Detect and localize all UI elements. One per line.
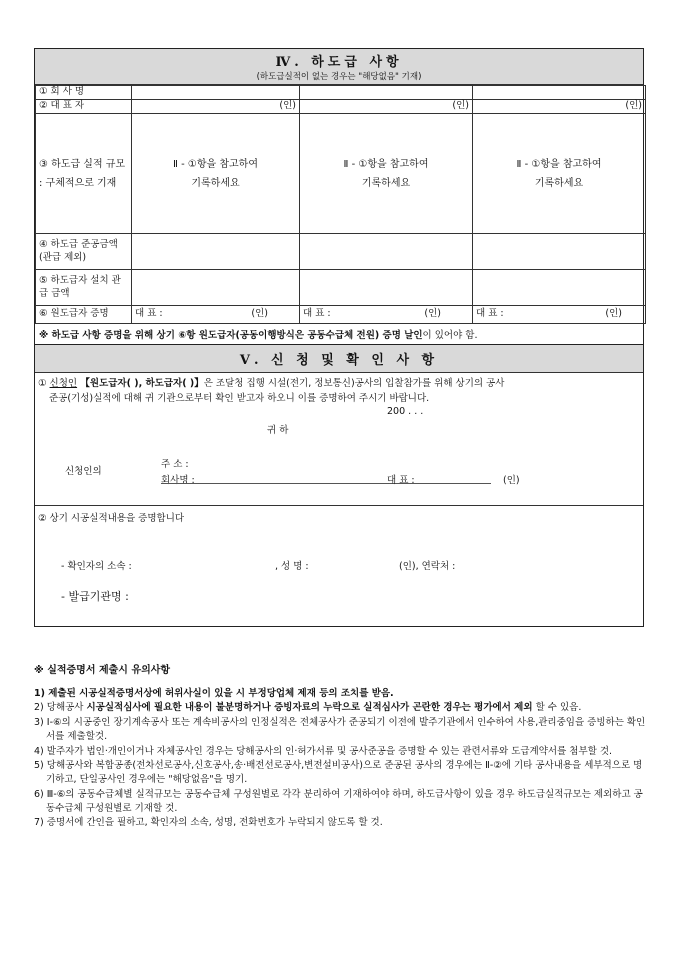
note-2-pre: 2) 당해공사 xyxy=(34,702,87,714)
completion-cell-1[interactable] xyxy=(132,234,300,270)
cert-note-post: 이 있어야 함. xyxy=(422,330,478,341)
applicant-underlined: 신청인 xyxy=(49,378,78,389)
cert-rep-3: 대 표 : xyxy=(476,308,504,320)
scale-guide-2[interactable] xyxy=(300,114,473,234)
note-1 xyxy=(34,687,646,701)
cert-seal-2: (인) xyxy=(424,308,441,320)
section4-header xyxy=(35,49,643,85)
applicant-label: 신청인의 xyxy=(65,466,102,477)
confirmation-statement: ② 상기 시공실적내용을 증명합니다 xyxy=(38,513,185,524)
cert-rep-2: 대 표 : xyxy=(303,308,331,320)
cert-cell-1[interactable] xyxy=(132,306,300,324)
note-4: 4) 발주자가 법인·개인이거나 자체공사인 경우는 당해공사의 인·허가서류 및 공사준공을 증명할 수 있는 관련서류와 도급계약서를 첨부할 것. xyxy=(34,745,613,757)
rep-label: ② 대 표 자 xyxy=(36,100,132,114)
supply-cell-2[interactable] xyxy=(300,270,473,306)
company-label: ① 회 사 명 xyxy=(36,86,132,100)
note-2 xyxy=(34,701,646,715)
application-line1 xyxy=(38,375,504,389)
issuer-name[interactable]: - 발급기관명 : xyxy=(61,590,129,603)
notes-heading: ※ 실적증명서 제출시 유의사항 xyxy=(34,665,171,676)
completion-label: ④ 하도급 준공금액 (관급 제외) xyxy=(36,234,132,270)
scale-guide-3-line1: Ⅱ - ①항을 참고하여 xyxy=(516,158,602,170)
confirmer-contact[interactable]: (인), 연락처 : xyxy=(399,561,456,572)
section5-header xyxy=(35,345,643,373)
note-7: 7) 증명서에 간인을 필하고, 확인자의 소속, 성명, 전화번호가 누락되지 않도록 할 것. xyxy=(34,817,383,829)
application-num: ① xyxy=(38,378,50,389)
completion-row xyxy=(36,234,646,270)
scale-guide-3[interactable] xyxy=(473,114,646,234)
supply-label: ⑤ 하도급자 설치 관급 금액 xyxy=(36,270,132,306)
scale-guide-1-line2: 기록하세요 xyxy=(191,177,240,189)
scale-guide-2-line2: 기록하세요 xyxy=(361,177,411,189)
note-2-post: 할 수 있음. xyxy=(532,702,582,714)
scale-row xyxy=(36,114,646,234)
cert-note-pre: ※ 하도급 사항 증명을 위해 xyxy=(39,330,157,341)
addressee: 귀 하 xyxy=(267,425,289,436)
subcontract-table xyxy=(35,85,646,324)
submission-notes xyxy=(34,664,646,831)
cert-cell-3[interactable] xyxy=(473,306,646,324)
confirmation-block xyxy=(35,506,643,626)
company-cell-3[interactable] xyxy=(473,86,646,100)
application-line2: 준공(기성)실적에 대해 귀 기관으로부터 확인 받고자 하오니 이를 증명하여 주시기 바랍니다. xyxy=(49,393,430,404)
application-text: 은 조달청 집행 시설(전기, 정보통신)공사의 입찰참가를 위해 상기의 공사 xyxy=(203,378,505,389)
supply-row xyxy=(36,270,646,306)
cert-seal-1: (인) xyxy=(251,308,268,320)
cert-note xyxy=(35,324,643,345)
note-3: 3) Ⅰ-⑥의 시공중인 장기계속공사 또는 계속비공사의 인정실적은 전체공사가 준공되기 이전에 발주기관에서 인수하여 사용,관리중임을 증빙하는 확인서를 제출할것. xyxy=(34,717,646,742)
cert-label: ⑥ 원도급자 증명 xyxy=(36,306,132,324)
applicant-type: 【원도급자( ), 하도급자( )】 xyxy=(77,378,204,389)
completion-cell-2[interactable] xyxy=(300,234,473,270)
scale-guide-2-line1: Ⅱ - ①항을 참고하여 xyxy=(343,158,429,170)
cert-rep-1: 대 표 : xyxy=(135,308,163,320)
scale-label: ③ 하도급 실적 규모 : 구체적으로 기재 xyxy=(36,114,132,234)
section4-title: Ⅳ. 하도급 사항 xyxy=(275,55,403,70)
note-5: 5) 당해공사와 복합공종(전차선로공사,신호공사,송·배전선로공사,변전설비공사)으로 준공된 공사의 경우에는 Ⅱ-②에 기타 공사내용을 세부적으로 명기하고, 단일공사인 경우에는 "해당없음"을 명기. xyxy=(34,760,643,786)
confirmer-name[interactable]: , 성 명 : xyxy=(275,561,309,572)
rep-row xyxy=(36,100,646,114)
form-frame xyxy=(34,48,644,627)
scale-guide-3-line2: 기록하세요 xyxy=(534,177,584,189)
cert-note-bold: 상기 ⑥항 원도급자(공동이행방식은 공동수급체 전원) 증명 날인 xyxy=(156,330,423,341)
applicant-rep-label: 대 표 : xyxy=(387,475,415,486)
rep-seal-3[interactable]: (인) xyxy=(473,100,646,114)
cert-cell-2[interactable] xyxy=(300,306,473,324)
supply-cell-1[interactable] xyxy=(132,270,300,306)
completion-cell-3[interactable] xyxy=(473,234,646,270)
applicant-seal[interactable]: (인) xyxy=(503,475,520,486)
note-6: 6) Ⅲ-⑥의 공동수급체별 실적규모는 공동수급체 구성원별로 각각 분리하여 기재하여야 하며, 하도급사항이 있을 경우 하도급실적규모는 제외하고 공동수급체 구성원별로 기재할 것. xyxy=(34,788,643,814)
rep-seal-1[interactable]: (인) xyxy=(132,100,300,114)
applicant-company-label: 회사명 : xyxy=(161,475,195,486)
supply-cell-3[interactable] xyxy=(473,270,646,306)
company-row xyxy=(36,86,646,100)
note-1-text: 1) 제출된 시공실적증명서상에 허위사실이 있을 시 부정당업체 제재 등의 조치를 받음. xyxy=(34,687,394,699)
cert-row xyxy=(36,306,646,324)
note-2-bold: 시공실적심사에 필요한 내용이 불분명하거나 증빙자료의 누락으로 실적심사가 곤란한 경우는 평가에서 제외 xyxy=(86,702,533,714)
company-cell-2[interactable] xyxy=(300,86,473,100)
applicant-address-label: 주 소 : xyxy=(161,459,189,470)
confirmer-affiliation[interactable]: - 확인자의 소속 : xyxy=(61,561,132,572)
scale-guide-1-line1: Ⅱ - ①항을 참고하여 xyxy=(173,158,258,170)
scale-guide-1[interactable] xyxy=(132,114,300,234)
company-cell-1[interactable] xyxy=(132,86,300,100)
applicant-underline xyxy=(161,483,491,484)
section5-title: Ⅴ. 신 청 및 확 인 사 항 xyxy=(239,353,439,368)
application-block xyxy=(35,373,643,506)
cert-seal-3: (인) xyxy=(605,308,622,320)
section4-subtitle: (하도급실적이 없는 경우는 "해당없음" 기재) xyxy=(256,72,422,82)
rep-seal-2[interactable]: (인) xyxy=(300,100,473,114)
application-date[interactable]: 200 . . . xyxy=(387,406,424,417)
